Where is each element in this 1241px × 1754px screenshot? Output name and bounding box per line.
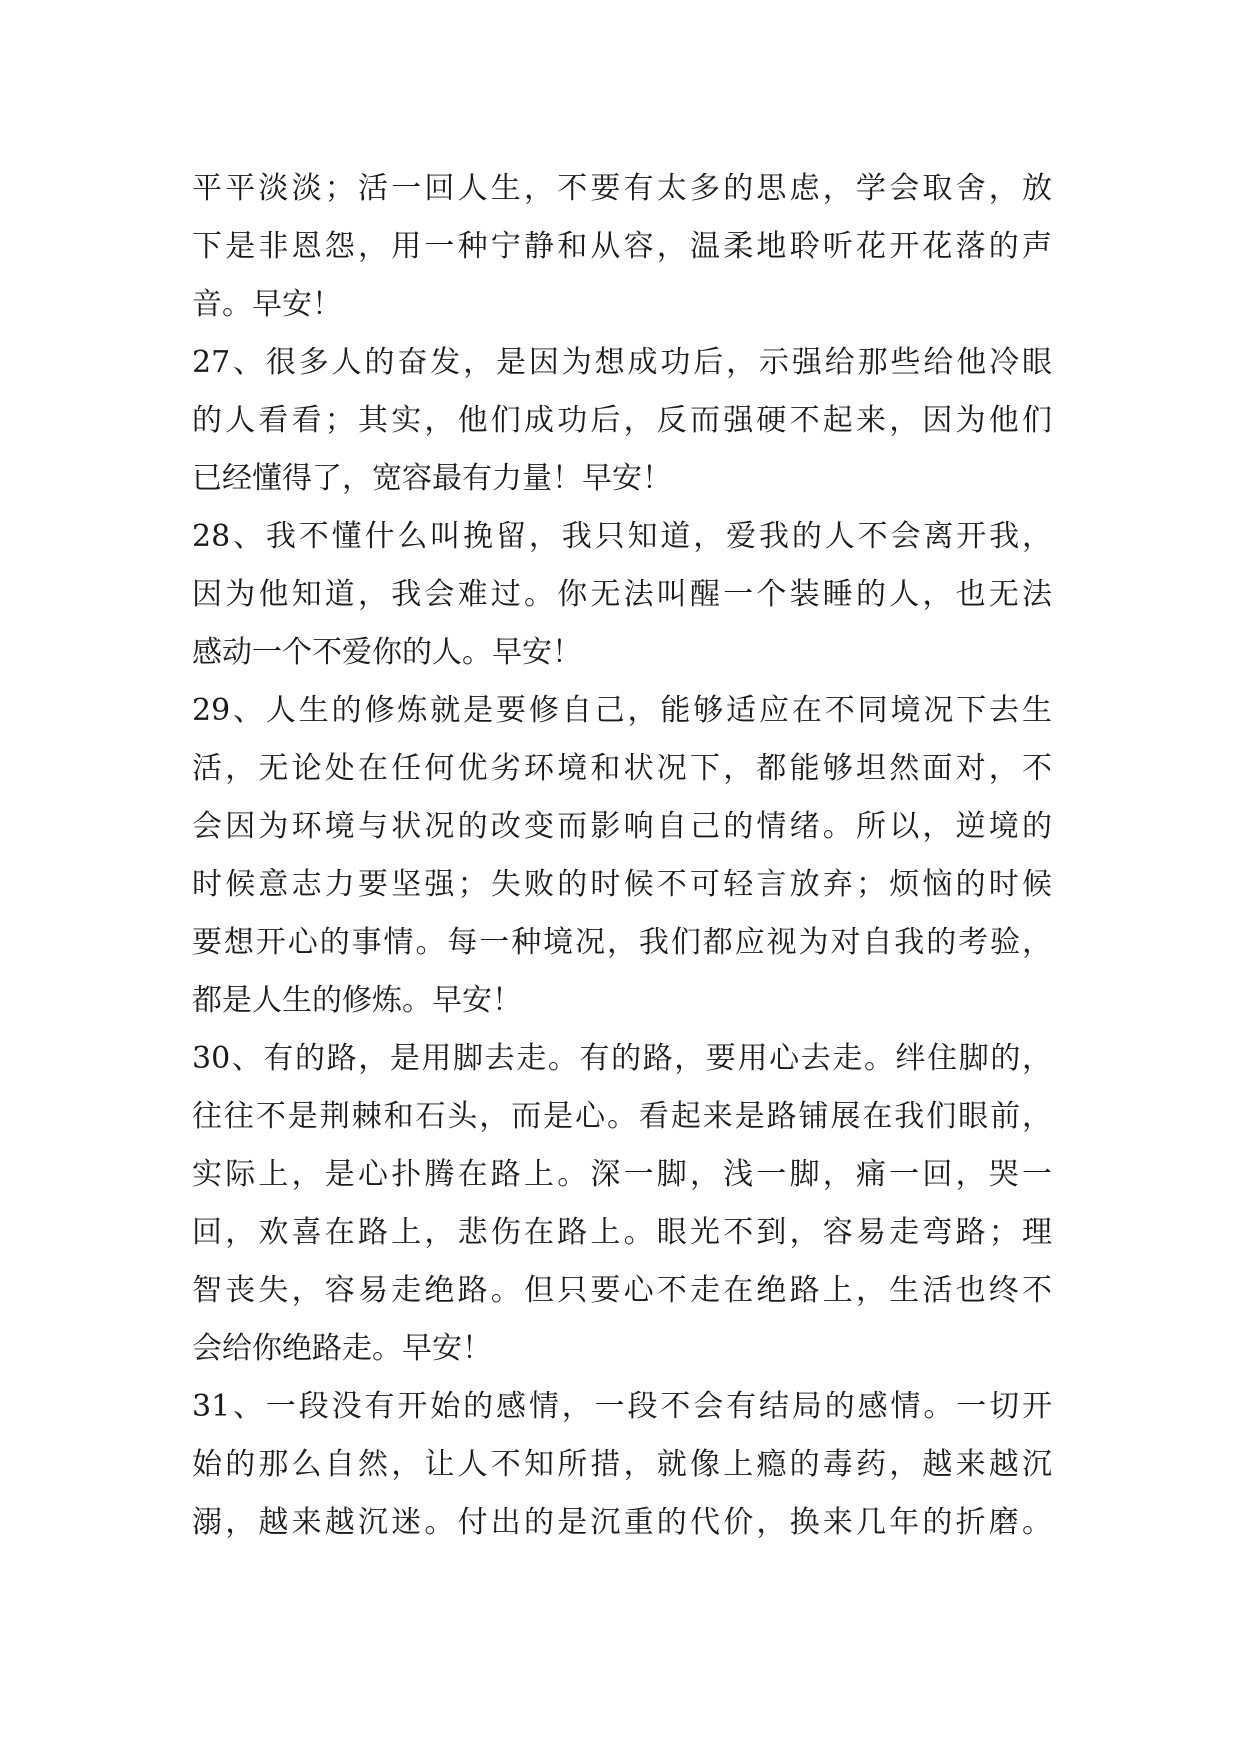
- text-line-19: 回，欢喜在路上，悲伤在路上。眼光不到，容易走弯路；理: [192, 1215, 1052, 1250]
- text-line-5: 的人看看；其实，他们成功后，反而强硬不起来，因为他们: [192, 403, 1052, 438]
- text-line-13: 时候意志力要坚强；失败的时候不可轻言放弃；烦恼的时候: [192, 867, 1052, 902]
- text-line-18: 实际上，是心扑腾在路上。深一脚，浅一脚，痛一回，哭一: [192, 1157, 1052, 1192]
- text-line-10: 29、人生的修炼就是要修自己，能够适应在不同境况下去生: [192, 693, 1052, 728]
- text-line-7: 28、我不懂什么叫挽留，我只知道，爱我的人不会离开我，: [192, 519, 1052, 554]
- text-line-23: 始的那么自然，让人不知所措，就像上瘾的毒药，越来越沉: [192, 1447, 1052, 1482]
- text-line-22: 31、一段没有开始的感情，一段不会有结局的感情。一切开: [192, 1389, 1052, 1424]
- text-line-21: 会给你绝路走。早安！: [192, 1331, 492, 1366]
- text-line-2: 下是非恩怨，用一种宁静和从容，温柔地聆听花开花落的声: [192, 229, 1052, 264]
- text-line-4: 27、很多人的奋发，是因为想成功后，示强给那些给他冷眼: [192, 345, 1052, 380]
- text-line-15: 都是人生的修炼。早安！: [192, 983, 522, 1018]
- text-line-1: 平平淡淡；活一回人生，不要有太多的思虑，学会取舍，放: [192, 171, 1052, 206]
- document-body: [192, 160, 1052, 1552]
- text-line-11: 活，无论处在任何优劣环境和状况下，都能够坦然面对，不: [192, 751, 1052, 786]
- text-line-8: 因为他知道，我会难过。你无法叫醒一个装睡的人，也无法: [192, 577, 1052, 612]
- text-line-9: 感动一个不爱你的人。早安！: [192, 635, 582, 670]
- text-line-16: 30、有的路，是用脚去走。有的路，要用心去走。绊住脚的，: [192, 1041, 1052, 1076]
- text-line-12: 会因为环境与状况的改变而影响自己的情绪。所以，逆境的: [192, 809, 1052, 844]
- text-line-24: 溺，越来越沉迷。付出的是沉重的代价，换来几年的折磨。: [192, 1505, 1052, 1540]
- text-line-6: 已经懂得了，宽容最有力量！早安！: [192, 461, 672, 496]
- text-line-3: 音。早安！: [192, 287, 342, 322]
- text-line-14: 要想开心的事情。每一种境况，我们都应视为对自我的考验，: [192, 925, 1052, 960]
- text-line-20: 智丧失，容易走绝路。但只要心不走在绝路上，生活也终不: [192, 1273, 1052, 1308]
- text-line-17: 往往不是荆棘和石头，而是心。看起来是路铺展在我们眼前，: [192, 1099, 1052, 1134]
